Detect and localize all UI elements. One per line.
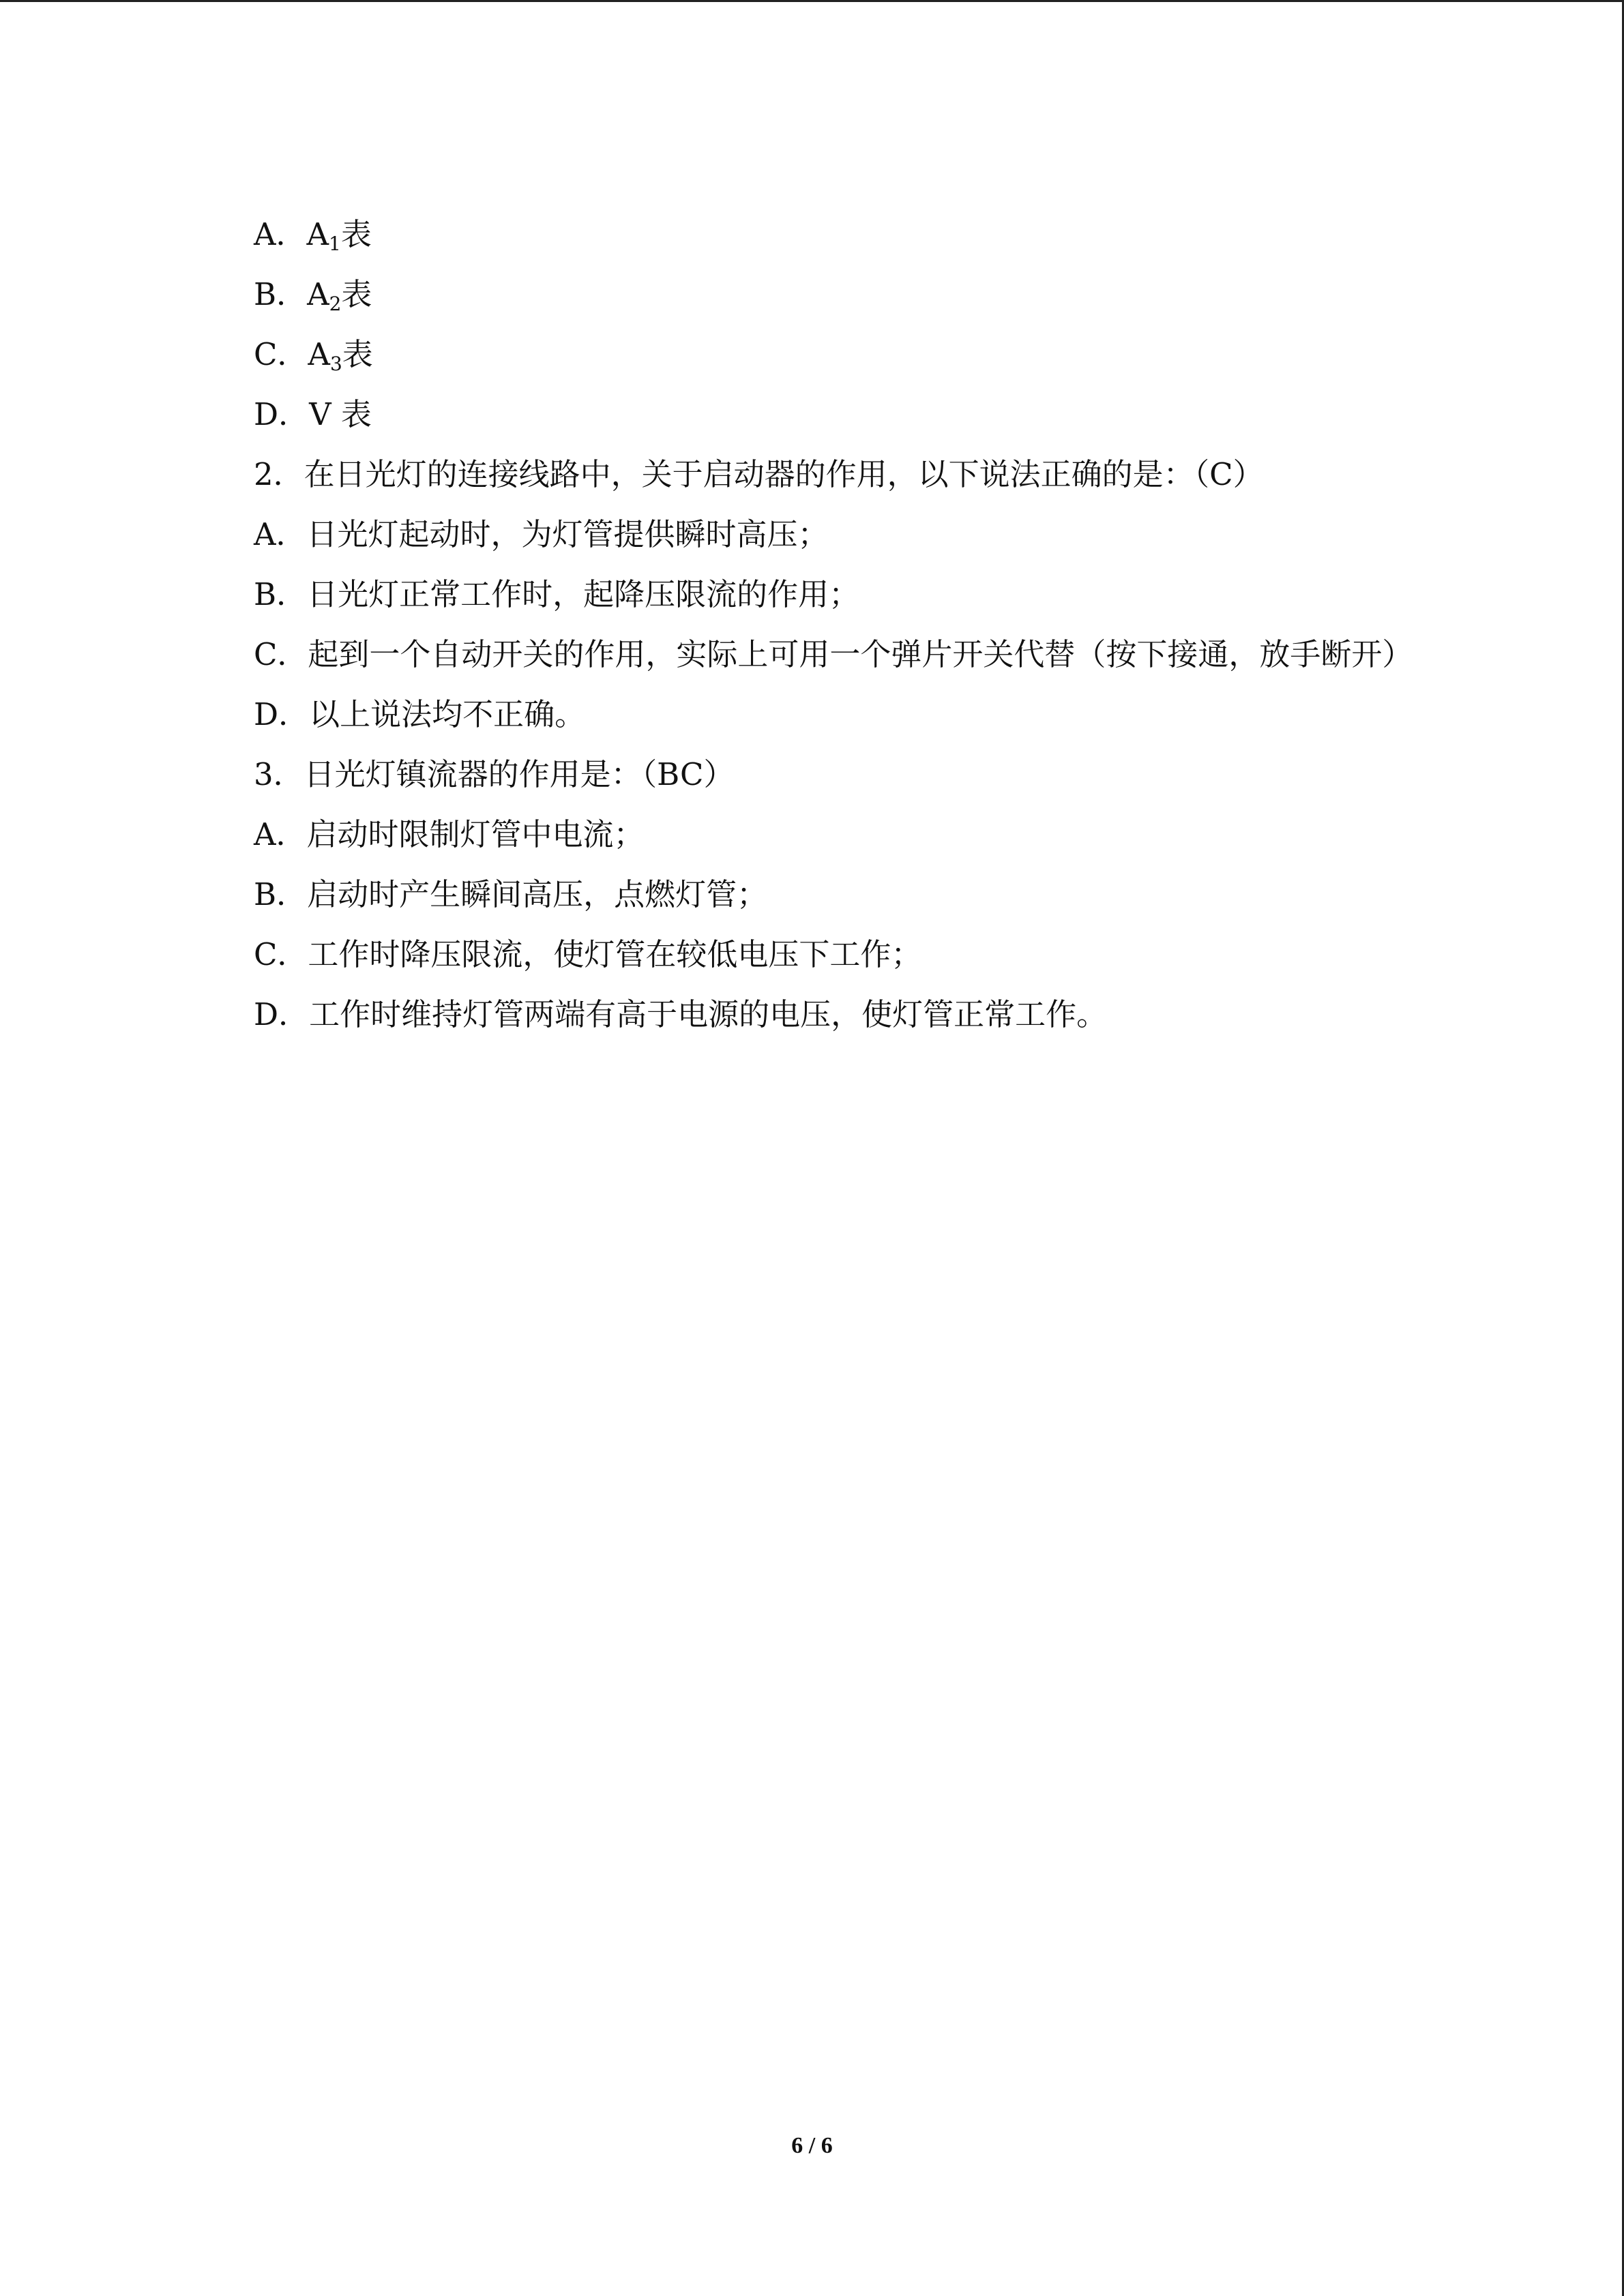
- q3-option-b: B．启动时产生瞬间高压，点燃灯管；: [254, 876, 768, 912]
- q3-option-a: A．启动时限制灯管中电流；: [254, 816, 645, 852]
- q3-question: 3．日光灯镇流器的作用是：（BC）: [254, 756, 735, 792]
- page-number: 6 / 6: [791, 2133, 833, 2158]
- page-border-top: [0, 0, 1624, 2]
- q2-question: 2．在日光灯的连接线路中，关于启动器的作用，以下说法正确的是：（C）: [254, 456, 1264, 492]
- q1-option-b: B．$A_2$表: [254, 276, 372, 315]
- q2-option-a: A．日光灯起动时，为灯管提供瞬时高压；: [254, 516, 829, 552]
- q1-option-c: C．$A_3$表: [254, 336, 373, 375]
- q2-option-c: C．起到一个自动开关的作用，实际上可用一个弹片开关代替（按下接通，放手断开）: [254, 636, 1413, 672]
- q3-option-c: C．工作时降压限流，使灯管在较低电压下工作；: [254, 936, 922, 972]
- q1-option-a: A．$A_1$表: [254, 216, 372, 255]
- q3-option-d: D．工作时维持灯管两端有高于电源的电压，使灯管正常工作。: [254, 996, 1108, 1032]
- q2-option-d: D．以上说法均不正确。: [254, 696, 586, 732]
- q2-option-b: B．日光灯正常工作时，起降压限流的作用；: [254, 576, 860, 612]
- document-body: [188, 205, 1436, 1045]
- q1-option-d: D．V 表: [254, 396, 372, 432]
